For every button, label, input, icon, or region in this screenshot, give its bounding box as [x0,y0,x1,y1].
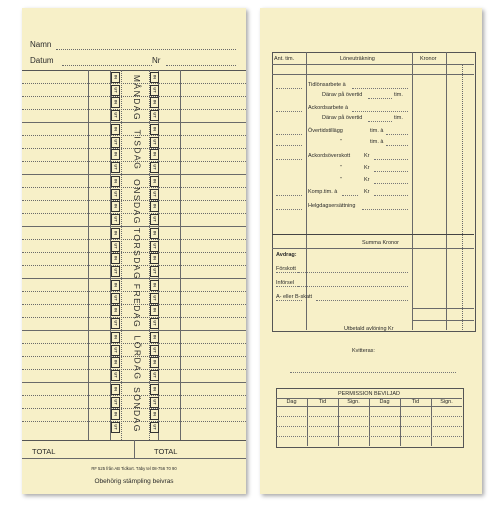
stamp-out: UT [150,422,159,433]
total-left-label: TOTAL [32,447,56,456]
permission-row-line [276,416,462,417]
line-overtid [386,134,408,135]
row-ackord: Ackordsarbete à [308,105,349,111]
stamp-out: UT [111,397,120,408]
header-kronor: Kronor [420,56,437,62]
stamp-out: UT [111,110,120,121]
stamp-in: IN [150,332,159,343]
stamp-out: UT [150,266,159,277]
bottom-rule [22,458,246,459]
stamp-out: UT [111,162,120,173]
skatt-label: A- eller B-skatt [276,294,313,300]
stamp-in: IN [111,305,120,316]
col-divider-2 [412,52,413,330]
inforsel-line [298,286,408,287]
time-card-back [260,8,482,494]
line-kr2 [374,171,408,172]
line-kr1 [374,159,408,160]
line-overtid-2 [386,145,408,146]
stamp-in: IN [111,228,120,239]
row-kr2: Kr [364,165,370,171]
stamp-in: IN [111,280,120,291]
permission-row-line [276,426,462,427]
permission-col-header: Tid [411,399,420,405]
stamp-in: IN [150,253,159,264]
stamp-out: UT [150,85,159,96]
stamp-out: UT [111,318,120,329]
permission-col-header: Dag [286,399,297,405]
day-tuesday: TISDAG [132,129,142,171]
row-dash1: ” [340,139,342,145]
header-rule [272,64,474,65]
row-overtid: Övertidstillägg [308,128,343,134]
line-darav1 [368,98,392,99]
row-komp: Komp.tim. à [308,189,338,195]
total-right-label: TOTAL [154,447,178,456]
printer-info: RF 525 från AB Tidkort. Täby tel 08-756 70 90 [91,466,177,471]
number-label: Nr [152,56,161,65]
day-thursday: TORSDAG [132,227,143,281]
stamp-out: UT [111,370,120,381]
stamp-out: UT [150,214,159,225]
row-tim-a2: tim. à [370,139,384,145]
stamp-in: IN [111,253,120,264]
hours-line [276,88,302,89]
deduction-rule [412,308,474,309]
stamp-in: IN [150,280,159,291]
hours-line [276,195,302,196]
row-ackord-over: Ackordsöverskott [308,153,351,159]
stamp-out: UT [111,189,120,200]
stamp-out: UT [111,137,120,148]
stamp-in: IN [150,149,159,160]
stamp-out: UT [111,214,120,225]
stamp-in: IN [150,409,159,420]
header-ant: Ant. tim. [274,56,295,62]
date-label: Datum [30,56,54,65]
stamp-in: IN [150,72,159,83]
stamp-in: IN [111,72,120,83]
permission-col-header: Tid [318,399,327,405]
total-divider [134,440,135,458]
stamp-out: UT [150,293,159,304]
line-kr4 [374,195,408,196]
permission-col-header: Sign. [347,399,360,405]
avdrag-label: Avdrag: [276,252,297,258]
hours-line [276,159,302,160]
stamp-out: UT [111,266,120,277]
hours-line [276,134,302,135]
hours-line [276,145,302,146]
line-helgdag [362,209,408,210]
number-line [166,65,236,66]
row-kr4: Kr [364,189,370,195]
stamp-out: UT [150,318,159,329]
forskott-label: Förskott [276,266,296,272]
hours-line [276,209,302,210]
stamp-guide-left [121,70,122,440]
line-darav2 [368,121,392,122]
permission-col-header: Dag [379,399,390,405]
permission-col-divider [307,398,308,446]
stamp-out: UT [150,241,159,252]
row-tim2: tim. [394,115,403,121]
permission-col-divider [431,398,432,446]
col-divider-ore [462,64,463,330]
stamp-out: UT [150,189,159,200]
permission-col-divider [400,398,401,446]
hours-line [276,300,302,301]
row-dash3: ” [340,177,342,183]
time-card-front [22,8,246,494]
summa-rule [272,234,474,235]
line-komp [342,195,358,196]
stamp-in: IN [111,384,120,395]
row-kr1: Kr [364,153,370,159]
stamp-out: UT [111,85,120,96]
stamp-in: IN [111,357,120,368]
divider-right-2 [180,70,181,440]
header-lone: Löneuträkning [340,56,375,62]
inforsel-label: Införsel [276,280,295,286]
stamp-in: IN [111,409,120,420]
day-saturday: LÖRDAG [132,335,142,381]
stamp-out: UT [150,137,159,148]
row-dash2: ” [340,165,342,171]
permission-col-divider [338,398,339,446]
stamp-in: IN [111,124,120,135]
stamp-out: UT [111,241,120,252]
stamp-in: IN [150,305,159,316]
forskott-line [298,272,408,273]
net-rule [412,320,474,321]
permission-table [276,388,464,448]
signature-line [290,372,456,373]
divider-left [88,70,89,440]
top-rule [22,70,246,71]
skatt-line [316,300,408,301]
stamp-in: IN [111,149,120,160]
day-sunday: SÖNDAG [132,387,142,433]
stamp-out: UT [150,162,159,173]
stamp-in: IN [150,97,159,108]
stamp-out: UT [111,345,120,356]
name-label: Namn [30,40,52,49]
stamp-in: IN [111,97,120,108]
stamp-in: IN [150,201,159,212]
stamp-in: IN [111,332,120,343]
row-tim1: tim. [394,92,403,98]
day-friday: FREDAG [132,283,143,329]
stamp-in: IN [150,384,159,395]
stamp-in: IN [150,176,159,187]
date-line [62,65,152,66]
col-divider-3 [446,52,447,330]
stamp-out: UT [150,370,159,381]
stamp-in: IN [150,357,159,368]
row-tidlon: Tidlönsarbete à [308,82,346,88]
summa-bottom-rule [272,248,474,249]
name-line [56,49,236,50]
permission-col-divider [369,398,370,446]
day-wednesday: ONSDAG [132,179,142,225]
stamp-in: IN [150,124,159,135]
row-tim-a1: tim. à [370,128,384,134]
stamp-in: IN [111,201,120,212]
row-kr3: Kr [364,177,370,183]
permission-row-line [276,436,462,437]
permission-title: PERMISSION BEVILJAD [337,391,401,397]
line-tidlon [352,88,408,89]
day-monday: MÅNDAG [132,74,142,122]
row-darav1: Därav på övertid [322,92,363,98]
line-ackord [352,111,408,112]
stamp-in: IN [111,176,120,187]
hours-line [276,111,302,112]
stamp-out: UT [150,110,159,121]
stamp-in: IN [150,228,159,239]
stamp-out: UT [111,422,120,433]
permission-col-header: Sign. [440,399,453,405]
row-helgdag: Helgdagsersättning [308,203,356,209]
col-divider-1 [306,52,307,330]
line-kr3 [374,183,408,184]
row-darav2: Därav på övertid [322,115,363,121]
warning-text: Obehörig stämpling beivras [94,478,174,485]
utbetald-label: Utbetald avlöning Kr [344,326,394,332]
summa-label: Summa Kronor [362,240,399,246]
stamp-out: UT [150,397,159,408]
stamp-out: UT [111,293,120,304]
stamp-out: UT [150,345,159,356]
header-rule-2 [272,74,474,75]
kvitteras-label: Kvitteras: [352,348,375,354]
